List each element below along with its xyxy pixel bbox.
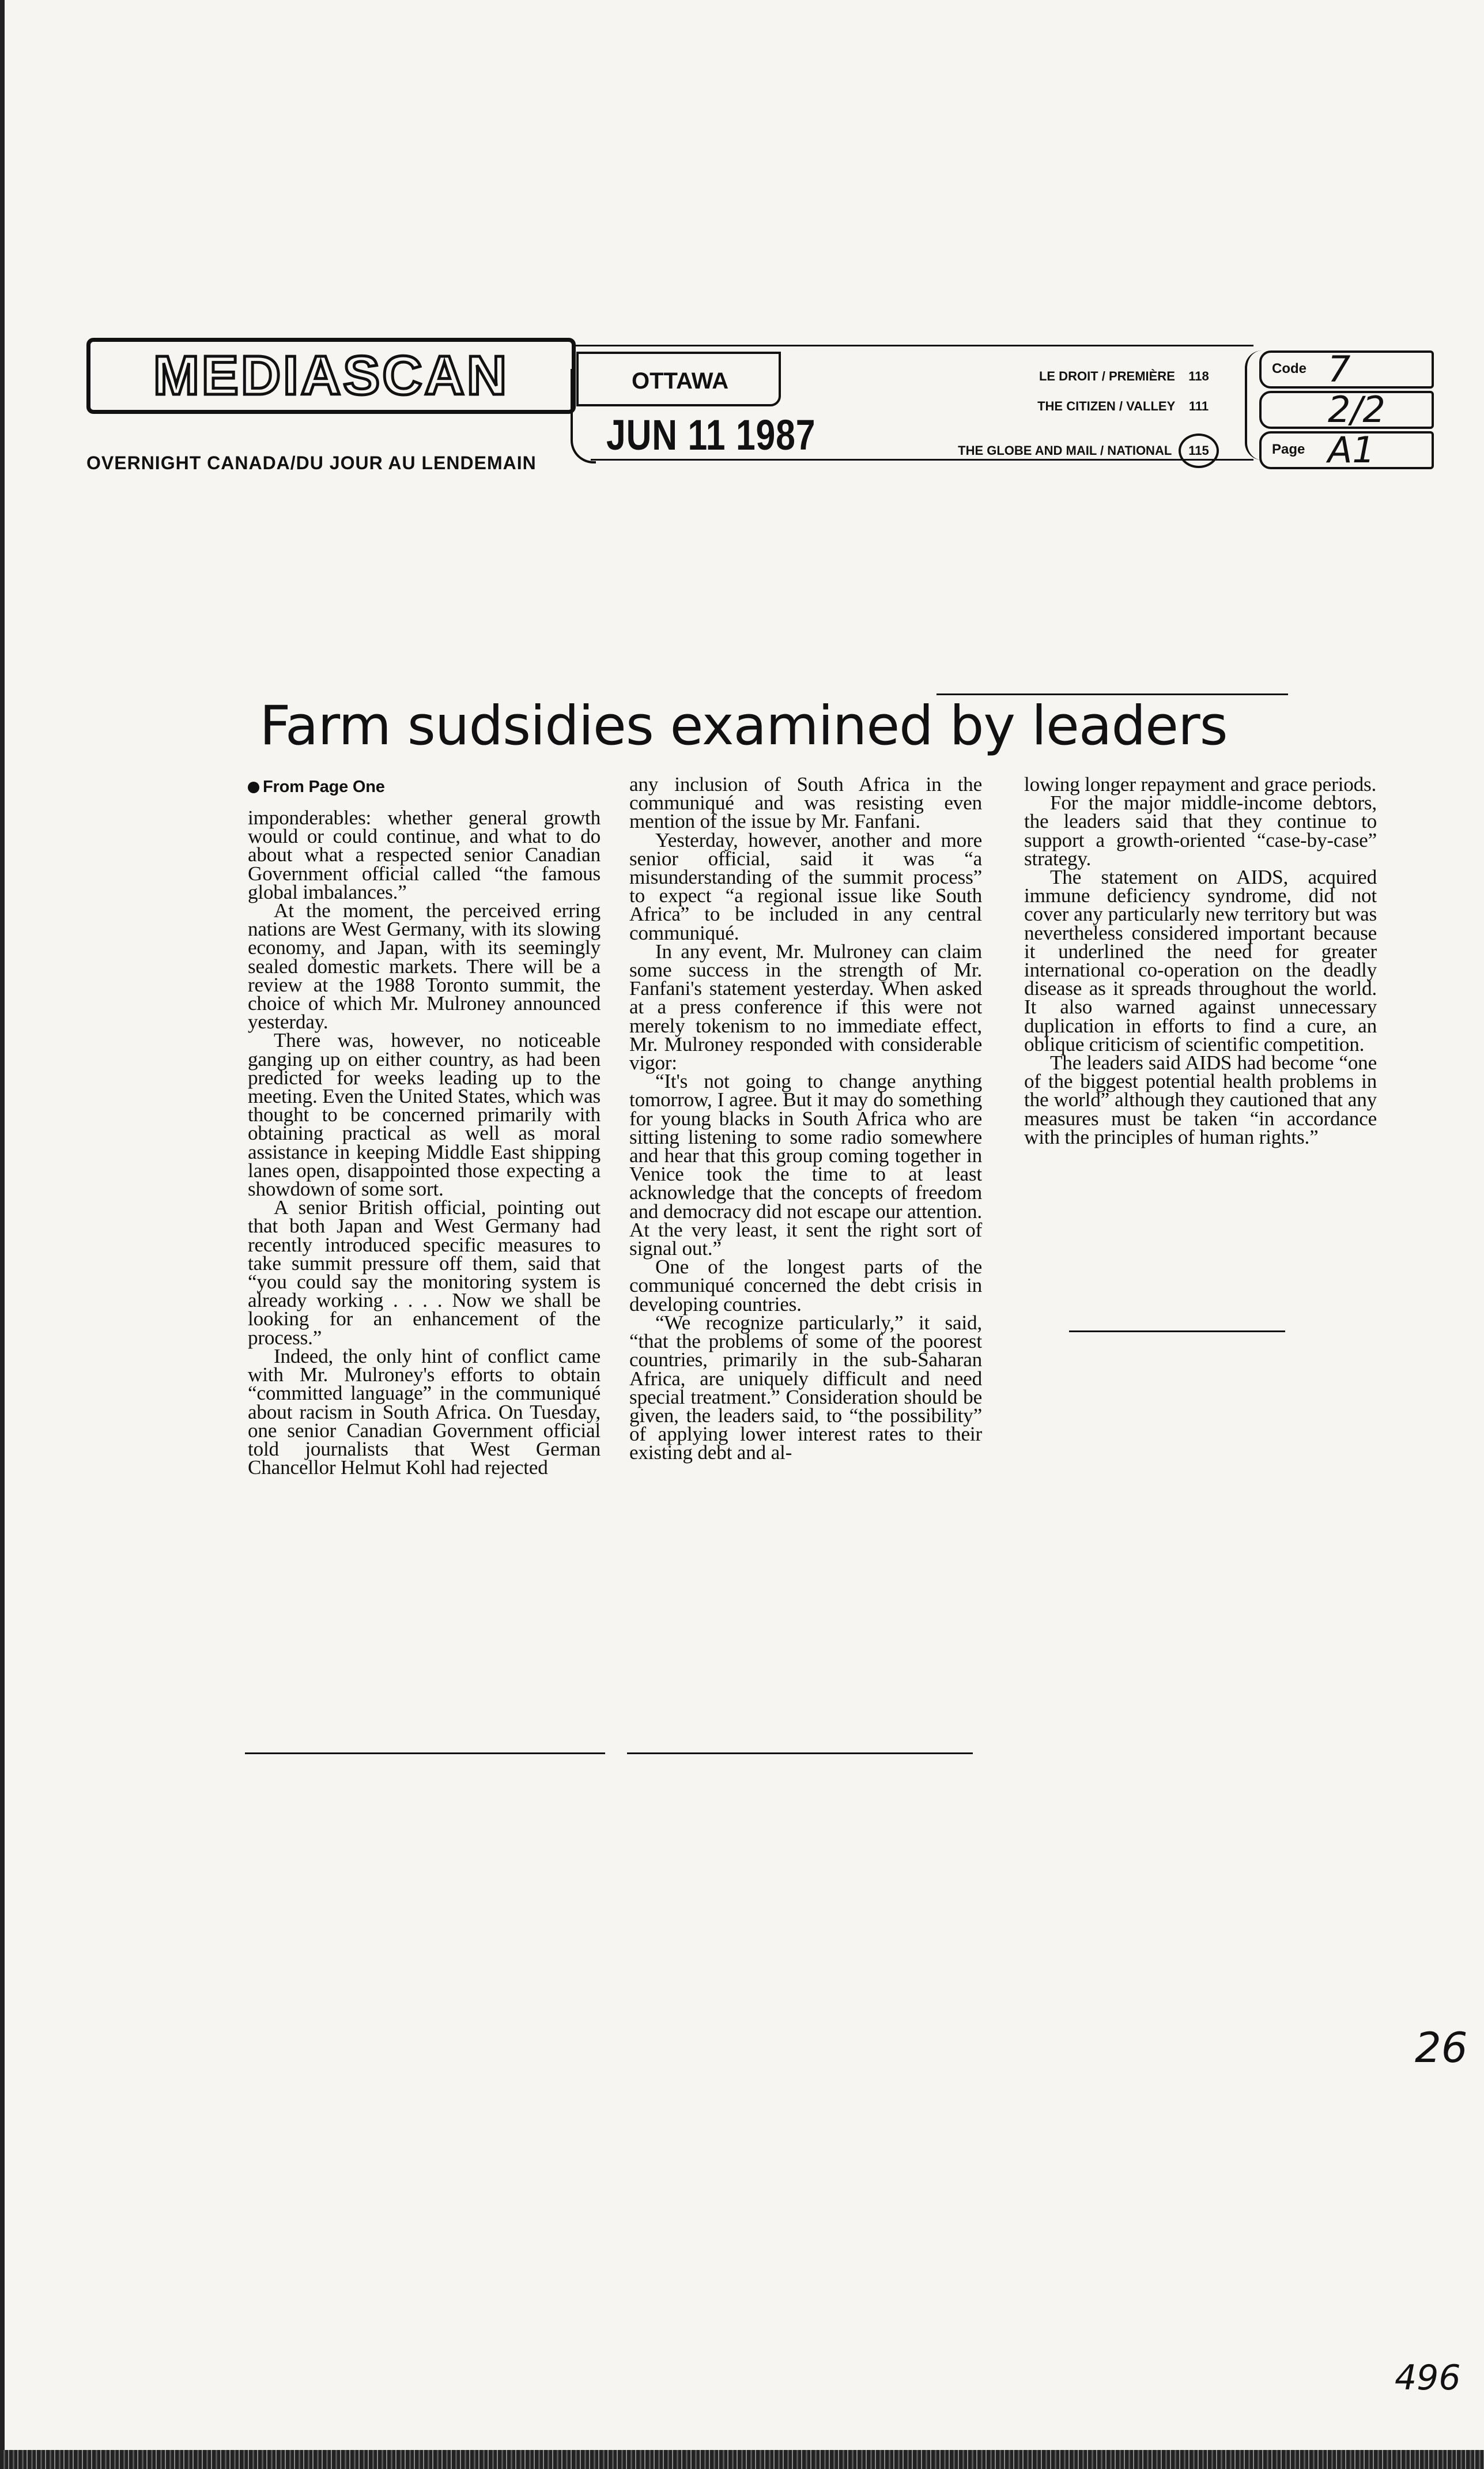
- paragraph: “We recognize particularly,” it said, “that the problems of some of the poorest countries, primarily in the sub-Saharan Africa, are uniquely difficult and need special treatment.” Consideration should be given, the leaders said, to “the possibility” of applying lower interest rates to their existing debt and al-: [629, 1311, 982, 1464]
- publication-code: 111: [1188, 399, 1209, 413]
- paragraph: The statement on AIDS, acquired immune deficiency syndrome, did not cover any particularly new territory but was nevertheless considered important because it underlined the need for greater international co-operation on the deadly disease as it spreads throughout the world. It also warned against unnecessary duplication in efforts to find a cure, an oblique criticism of scientific competition.: [1024, 866, 1377, 1056]
- scan-bottom-edge: [0, 2450, 1484, 2469]
- paragraph: any inclusion of South Africa in the communiqué and was resisting even mention of the issue by Mr. Fanfani.: [629, 773, 982, 833]
- paragraph: In any event, Mr. Mulroney can claim some success in the strength of Mr. Fanfani's statement yesterday. When asked at a press conference if this were not merely tokenism to no immediate effect, Mr. Mulroney responded with considerable vigor:: [629, 940, 982, 1075]
- publication-name: THE CITIZEN / VALLEY: [1037, 399, 1175, 413]
- tagline: OVERNIGHT CANADA/DU JOUR AU LENDEMAIN: [86, 453, 537, 473]
- publication-row: [844, 434, 1219, 468]
- code-value: 7: [1328, 348, 1351, 390]
- scan-left-edge: [0, 0, 5, 2469]
- kicker: [248, 775, 601, 798]
- paragraph: A senior British official, pointing out that both Japan and West Germany had recently introduced specific measures to take summit pressure off them, said that “you could say the monitoring system is already working . . . . Now we shall be looking for an enhancement of the process.”: [248, 1196, 601, 1349]
- header-top-rule: [573, 345, 1253, 346]
- mediascan-logo: MEDIASCAN: [86, 338, 576, 414]
- code-box: [1259, 350, 1434, 389]
- handwritten-page-number: 26: [1415, 2023, 1468, 2072]
- fraction-box: [1259, 391, 1434, 429]
- paragraph: “It's not going to change anything tomorrow, I agree. But it may do something for young blacks in South Africa who are sitting listening to some radio somewhere and hear that this group coming together in Venice took the time to at least acknowledge that the concepts of freedom and democracy did not escape our attention. At the very least, it sent the right sort of signal out.”: [629, 1070, 982, 1260]
- city-box: OTTAWA: [576, 352, 781, 406]
- publication-code-circled: 115: [1179, 434, 1219, 468]
- column-2-end-rule: [627, 1752, 973, 1754]
- article-column-1: [248, 775, 601, 1477]
- page-value: A1: [1328, 429, 1375, 471]
- date-stamp: JUN 11 1987: [606, 411, 816, 459]
- page-box: [1259, 431, 1434, 469]
- paragraph: imponderables: whether general growth would or could continue, and what to do about what a respected senior Canadian Government official called “the famous global imbalances.”: [248, 806, 601, 903]
- publication-row: [844, 369, 1219, 384]
- handwritten-archive-number: 496: [1395, 2358, 1461, 2398]
- page-label: Page: [1272, 442, 1305, 457]
- publication-code: 118: [1188, 369, 1209, 383]
- fraction-value: 2/2: [1328, 389, 1385, 431]
- paragraph: lowing longer repayment and grace periods.: [1024, 773, 1377, 796]
- column-1-end-rule: [245, 1752, 605, 1754]
- bullet-icon: [248, 782, 259, 793]
- article-column-2: [629, 775, 982, 1462]
- article-column-3: [1024, 775, 1377, 1147]
- paragraph: For the major middle-income debtors, the leaders said that they continue to support a growth-oriented “case-by-case” strategy.: [1024, 791, 1377, 870]
- publication-row: [844, 399, 1219, 414]
- code-label: Code: [1272, 361, 1306, 376]
- paragraph: The leaders said AIDS had become “one of the biggest potential health problems in the world” although they cautioned that any measures must be taken “in accordance with the principles of human rights.”: [1024, 1051, 1377, 1148]
- paragraph: One of the longest parts of the communiqué concerned the debt crisis in developing countries.: [629, 1256, 982, 1315]
- headline: Farm sudsidies examined by leaders: [259, 695, 1228, 757]
- publication-name: THE GLOBE AND MAIL / NATIONAL: [958, 443, 1172, 458]
- column-3-end-rule: [1069, 1330, 1285, 1332]
- paragraph: Yesterday, however, another and more senior official, said it was “a misunderstanding of the summit process” to expect “a regional issue like South Africa” to be included in any central communiqué.: [629, 828, 982, 944]
- paragraph: Indeed, the only hint of conflict came with Mr. Mulroney's efforts to obtain “committed language” in the communiqué about racism in South Africa. On Tuesday, one senior Canadian Government official told journalists that West German Chancellor Helmut Kohl had rejected: [248, 1344, 601, 1479]
- kicker-text: From Page One: [263, 778, 385, 796]
- publication-name: LE DROIT / PREMIÈRE: [1039, 369, 1175, 383]
- paragraph: At the moment, the perceived erring nations are West Germany, with its slowing economy, and Japan, with its seemingly sealed domestic markets. There will be a review at the 1988 Toronto summit, the choice of which Mr. Mulroney announced yesterday.: [248, 899, 601, 1034]
- paragraph: There was, however, no noticeable ganging up on either country, as had been predicted for weeks leading up to the meeting. Even the United States, which was thought to be concerned primarily with obtaining practical as well as moral assistance in keeping Middle East shipping lanes open, disappointed those expecting a showdown of some sort.: [248, 1029, 601, 1201]
